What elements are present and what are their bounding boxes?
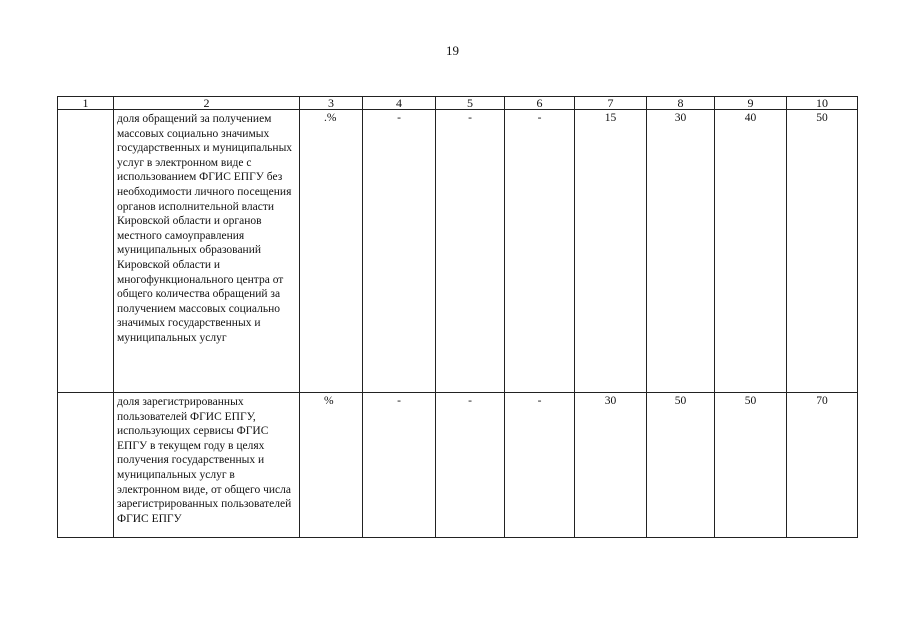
value-cell: 30 xyxy=(647,110,715,393)
column-header: 5 xyxy=(436,97,505,110)
value-cell: - xyxy=(363,393,436,538)
table-row xyxy=(58,393,858,538)
value-cell: - xyxy=(363,110,436,393)
value-cell: 40 xyxy=(715,110,787,393)
indicators-table xyxy=(57,96,858,538)
column-header: 1 xyxy=(58,97,114,110)
value-cell: - xyxy=(505,393,575,538)
value-cell: 30 xyxy=(575,393,647,538)
value-cell: 70 xyxy=(787,393,858,538)
column-header: 2 xyxy=(114,97,300,110)
value-cell: 15 xyxy=(575,110,647,393)
page-number: 19 xyxy=(446,43,459,58)
value-cell: - xyxy=(436,110,505,393)
indicator-description: доля обращений за получением массовых социально значимых государственных и муниципальных услуг в электронном виде с использованием ФГИС ЕПГУ без необходимости личного посещения органов исполнительной власти Кировской области и органов местного самоуправления муниципальных образований Кировской области и многофункционального центра от общего количества обращений за получением массовых социально значимых государственных и муниципальных услуг xyxy=(114,110,300,393)
value-cell: 50 xyxy=(647,393,715,538)
column-header: 3 xyxy=(300,97,363,110)
column-header: 4 xyxy=(363,97,436,110)
value-cell: - xyxy=(505,110,575,393)
column-header: 8 xyxy=(647,97,715,110)
row-number-cell xyxy=(58,110,114,393)
value-cell: 50 xyxy=(787,110,858,393)
column-header: 10 xyxy=(787,97,858,110)
row-number-cell xyxy=(58,393,114,538)
column-header: 9 xyxy=(715,97,787,110)
unit-cell: % xyxy=(300,393,363,538)
column-header: 7 xyxy=(575,97,647,110)
value-cell: 50 xyxy=(715,393,787,538)
column-header: 6 xyxy=(505,97,575,110)
table-header-row xyxy=(58,97,858,110)
value-cell: - xyxy=(436,393,505,538)
unit-cell: .% xyxy=(300,110,363,393)
indicator-description: доля зарегистрированных пользователей ФГИС ЕПГУ, использующих сервисы ФГИС ЕПГУ в текущем году в целях получения государственных и муниципальных услуг в электронном виде, от общего числа зарегистрированных пользователей ФГИС ЕПГУ xyxy=(114,393,300,538)
table-row xyxy=(58,110,858,393)
